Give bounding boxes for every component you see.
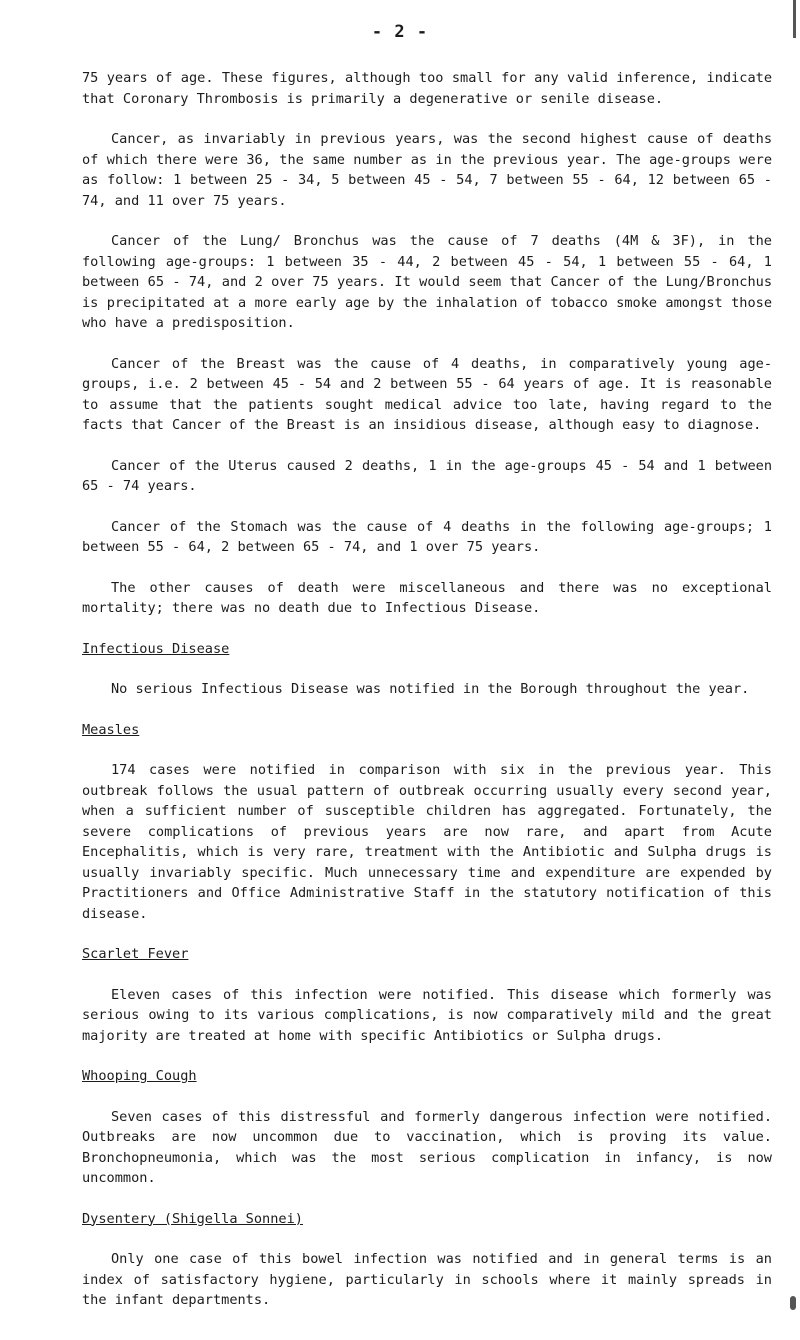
section-text: Only one case of this bowel infection was notified and in general terms is an index of satisfactory hygiene, particularly in schools where it mainly spreads in the infant departments. bbox=[82, 1251, 772, 1308]
section-text: Seven cases of this distressful and formerly dangerous infection were notified. Outbreaks are now uncommon due to vaccination, which is proving its value. Bronchopneumonia, which was the most serious complication in infancy, is now uncommon. bbox=[82, 1108, 772, 1186]
section-measles bbox=[82, 720, 772, 925]
paragraph-cancer-overview: Cancer, as invariably in previous years, was the second highest cause of deaths of which there were 36, the same number as in the previous year. The age-groups were as follow: 1 between 25 - 34, 5 between 45 - 54, 7 between 55 - 64, 12 between 65 - 74, and 11 over 75 years. bbox=[82, 131, 772, 209]
section-text: Eleven cases of this infection were notified. This disease which formerly was serious owing to its various complications, is now comparatively mild and the great majority are treated at home with specific Antibiotics or Sulpha drugs. bbox=[82, 986, 772, 1044]
paragraph-coronary-thrombosis: 75 years of age. These figures, although too small for any valid inference, indicate that Coronary Thrombosis is primarily a degenerative or senile disease. bbox=[82, 70, 772, 107]
section-text: 174 cases were notified in comparison with six in the previous year. This outbreak follows the usual pattern of outbreak occurring usually every second year, when a sufficient number of susceptible children has aggregated. Fortunately, the severe complications of previous years are now rare, and apart from Acute Encephalitis, which is very rare, treatment with the Antibiotic and Sulpha drugs is usually invariably specific. Much unnecessary time and expenditure are expended by Practitioners and Office Administrative Staff in the statutory notification of this disease. bbox=[82, 762, 772, 922]
section-heading: Measles bbox=[82, 721, 140, 738]
paragraph-other-causes: The other causes of death were miscellaneous and there was no exceptional mortality; there was no death due to Infectious Disease. bbox=[82, 579, 772, 616]
document-body bbox=[82, 68, 772, 1311]
section-scarlet-fever bbox=[82, 944, 772, 1046]
section-heading: Infectious Disease bbox=[82, 640, 230, 657]
page-number: - 2 - bbox=[371, 22, 429, 42]
section-text: No serious Infectious Disease was notified in the Borough throughout the year. bbox=[111, 681, 750, 697]
paragraph-stomach-cancer: Cancer of the Stomach was the cause of 4 deaths in the following age-groups; 1 between 55 - 64, 2 between 65 - 74, and 1 over 75 years. bbox=[82, 518, 772, 555]
section-infectious-disease bbox=[82, 639, 772, 700]
section-whooping-cough bbox=[82, 1066, 772, 1189]
scan-edge-mark bbox=[790, 1296, 796, 1310]
section-heading: Scarlet Fever bbox=[82, 946, 189, 962]
section-dysentery bbox=[82, 1209, 772, 1311]
section-heading: Whooping Cough bbox=[82, 1068, 197, 1084]
paragraph-lung-cancer: Cancer of the Lung/ Bronchus was the cause of 7 deaths (4M & 3F), in the following age-groups: 1 between 35 - 44, 2 between 45 - 54, 1 between 55 - 64, 1 between 65 - 74, and 2 over 75 years. It would seem that Cancer of the Lung/Bronchus is precipitated at a more early age by the inhalation of tobacco smoke amongst those who have a predisposition. bbox=[82, 233, 772, 331]
paragraph-uterus-cancer: Cancer of the Uterus caused 2 deaths, 1 in the age-groups 45 - 54 and 1 between 65 - 74 years. bbox=[82, 457, 772, 494]
section-heading: Dysentery (Shigella Sonnei) bbox=[82, 1210, 303, 1227]
paragraph-breast-cancer: Cancer of the Breast was the cause of 4 deaths, in comparatively young age-groups, i.e. 2 between 45 - 54 and 2 between 55 - 64 years of age. It is reasonable to assume that the patients sought medical advice too late, having regard to the facts that Cancer of the Breast is an insidious disease, although easy to diagnose. bbox=[82, 355, 772, 433]
scan-edge-mark bbox=[793, 0, 796, 38]
